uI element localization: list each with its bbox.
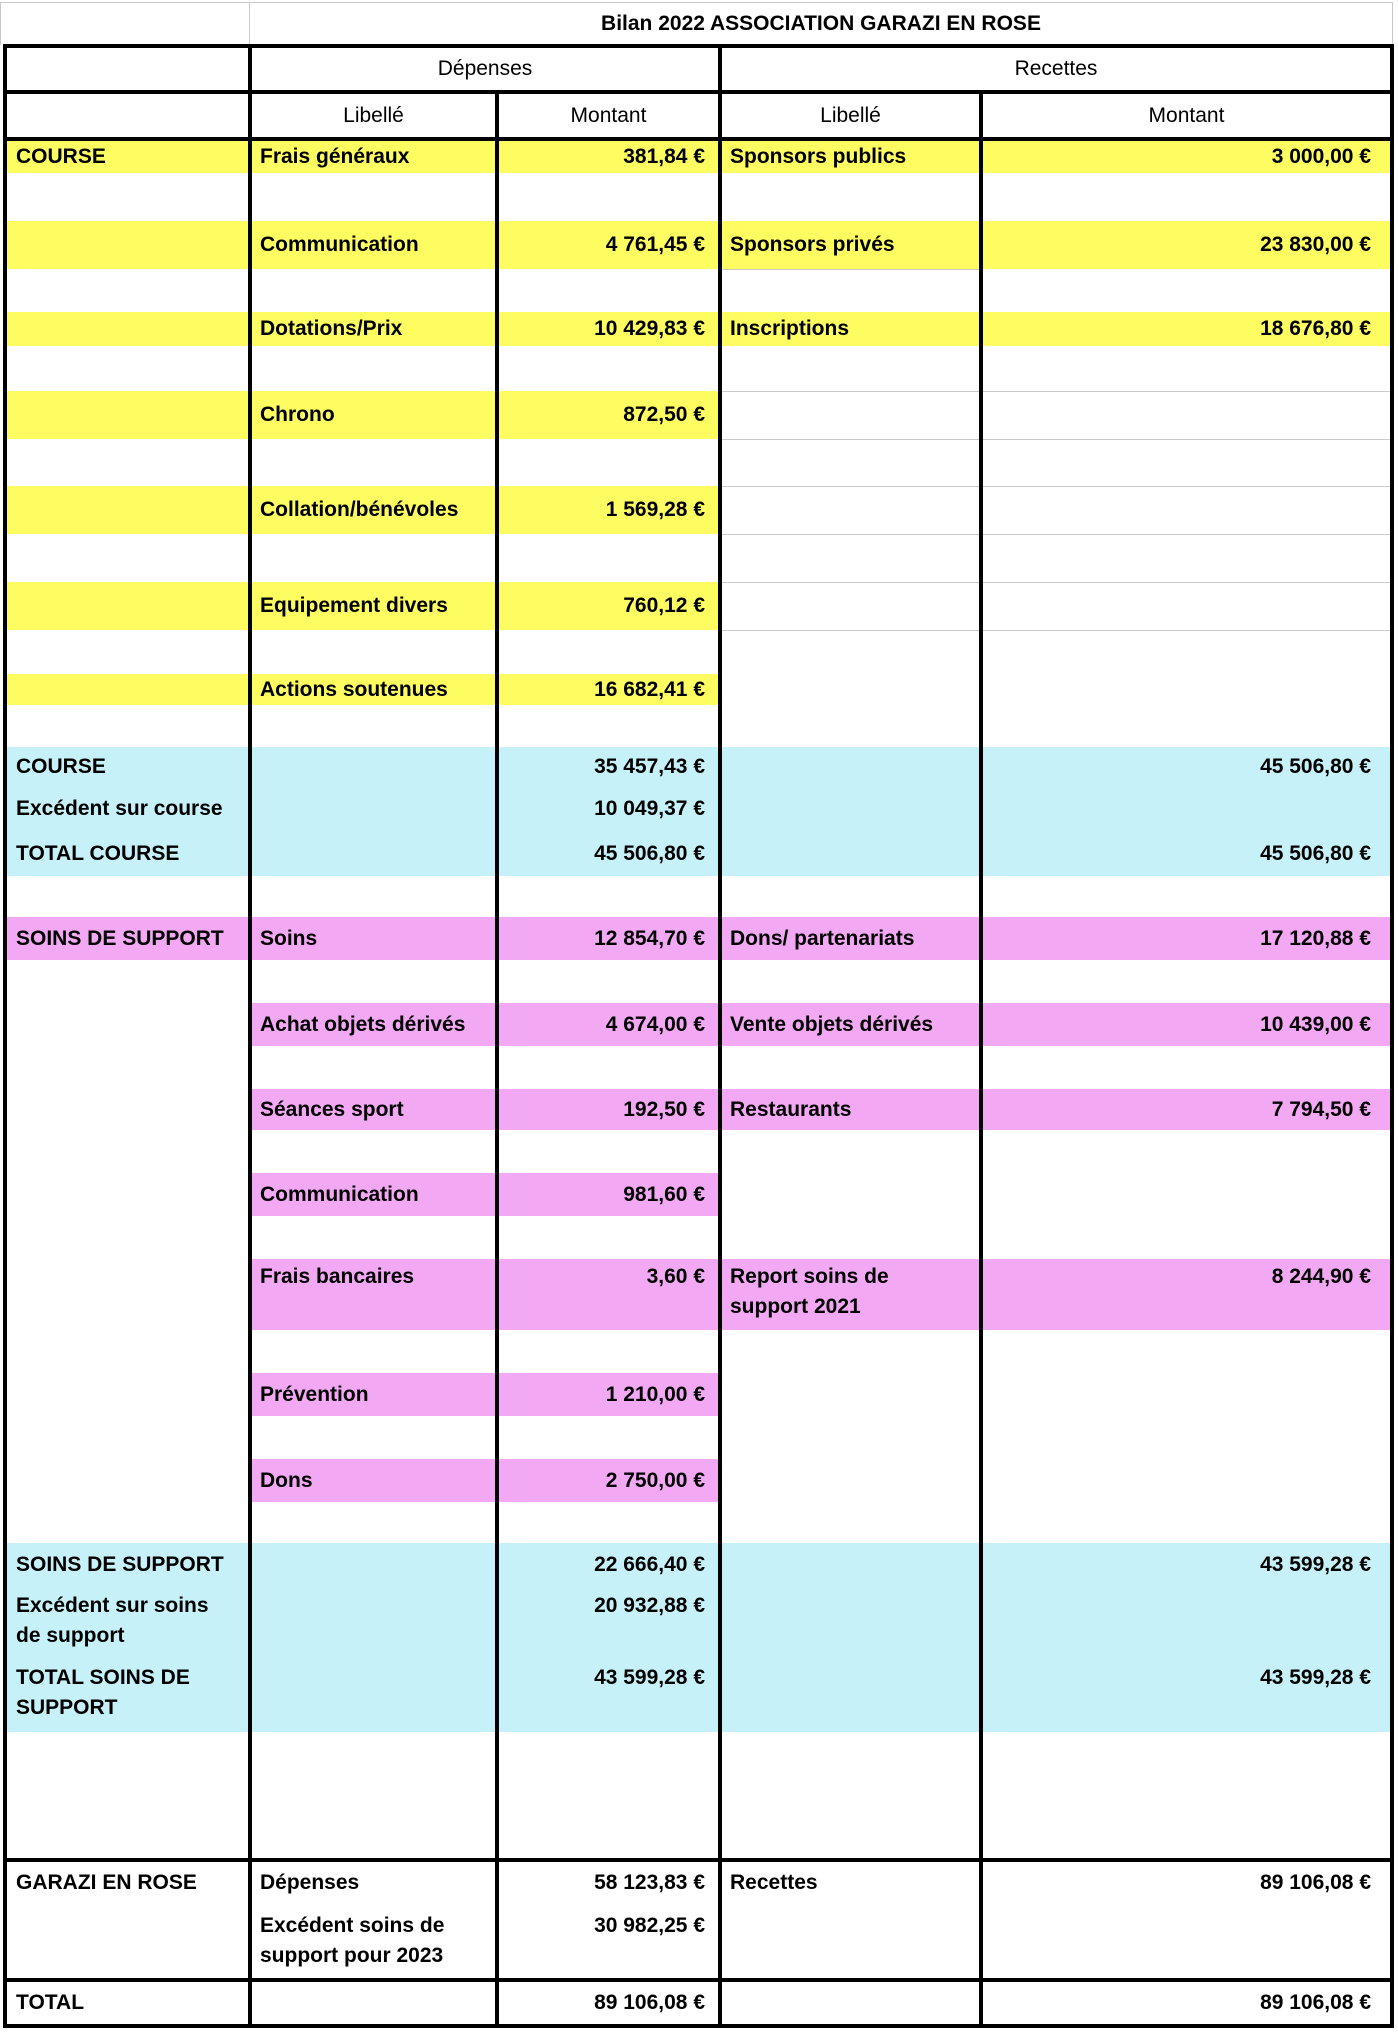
income-amount: 3 000,00 €: [983, 141, 1390, 173]
income-amount: 7 794,50 €: [983, 1089, 1390, 1130]
subtotal-expense-amount: 22 666,40 €: [499, 1543, 718, 1587]
expense-label: Prévention: [252, 1373, 495, 1416]
grid-line: [722, 630, 1390, 631]
expense-label: Frais généraux: [252, 141, 495, 173]
empty-cell: [722, 1587, 979, 1658]
garazi-income-amount: 89 106,08 €: [1260, 1871, 1371, 1894]
grid-line: [979, 90, 983, 2028]
course-row-6: [0, 582, 1398, 630]
expense-label: Dons: [252, 1459, 495, 1502]
income-amount: 8 244,90 €: [983, 1259, 1390, 1330]
grid-line: [3, 1858, 1394, 1862]
total-expense-amount: 45 506,80 €: [499, 831, 718, 876]
grid-line: [722, 439, 1390, 440]
garazi-label: GARAZI EN ROSE: [16, 1871, 197, 1894]
empty-cell: [252, 831, 495, 876]
soins-row-4: [0, 1173, 1398, 1216]
total-label: TOTAL COURSE: [7, 831, 248, 876]
total-expense-amount: 43 599,28 €: [499, 1658, 718, 1732]
subtotal-income-amount: 45 506,80 €: [983, 747, 1390, 787]
header-row-sections: [0, 48, 1398, 90]
expense-amount: 1 569,28 €: [499, 486, 718, 534]
surplus-amount: 10 049,37 €: [499, 787, 718, 831]
empty-cell: [722, 1543, 979, 1587]
subtotal-label: SOINS DE SUPPORT: [7, 1543, 248, 1587]
income-label-cell: [722, 1259, 979, 1330]
header-recettes: Recettes: [1014, 57, 1098, 80]
course-row-4: [0, 391, 1398, 439]
title-row: [0, 4, 1398, 44]
course-surplus-row: [0, 787, 1398, 831]
expense-label: Séances sport: [252, 1089, 495, 1130]
surplus-label-cell: [7, 1587, 248, 1658]
sheet-title: Bilan 2022 ASSOCIATION GARAZI EN ROSE: [601, 12, 1041, 35]
empty-cell: [7, 391, 248, 439]
expense-amount: 381,84 €: [499, 141, 718, 173]
expense-label: Collation/bénévoles: [252, 486, 495, 534]
expense-label: Communication: [252, 1173, 495, 1216]
empty-cell: [983, 1587, 1390, 1658]
income-amount: 10 439,00 €: [983, 1003, 1390, 1046]
grid-line: [1390, 44, 1394, 2028]
grand-total-label: TOTAL: [16, 1991, 85, 2014]
empty-cell: [722, 1658, 979, 1732]
grid-line: [0, 2, 1, 45]
empty-cell: [252, 1658, 495, 1732]
subtotal-expense-amount: 35 457,43 €: [499, 747, 718, 787]
expense-label: Chrono: [252, 391, 495, 439]
soins-row-5: [0, 1259, 1398, 1330]
expense-amount: 981,60 €: [499, 1173, 718, 1216]
expense-label: Equipement divers: [252, 582, 495, 630]
grand-total-income-amount: 89 106,08 €: [1260, 1991, 1371, 2014]
grid-line: [718, 44, 722, 2028]
grid-line: [248, 44, 252, 2028]
grid-line: [722, 582, 1390, 583]
grid-line: [1392, 2, 1393, 45]
expense-amount: 12 854,70 €: [499, 917, 718, 960]
income-amount: 23 830,00 €: [983, 221, 1390, 269]
expense-amount: 4 674,00 €: [499, 1003, 718, 1046]
grid-line: [3, 1978, 1394, 1982]
expense-amount: 192,50 €: [499, 1089, 718, 1130]
soins-total-row: [0, 1658, 1398, 1732]
empty-cell: [252, 1587, 495, 1658]
expense-amount: 10 429,83 €: [499, 312, 718, 346]
garazi-expense-amount: 58 123,83 €: [594, 1871, 705, 1894]
garazi-expense-label: Dépenses: [260, 1871, 360, 1894]
expense-label: Dotations/Prix: [252, 312, 495, 346]
soins-row-3: [0, 1089, 1398, 1130]
surplus-label: Excédent sur course: [7, 787, 248, 831]
income-label: Inscriptions: [722, 312, 979, 346]
empty-cell: [7, 674, 248, 705]
garazi-surplus-row: [0, 1904, 1398, 1978]
empty-cell: [722, 831, 979, 876]
income-label: Dons/ partenariats: [722, 917, 979, 960]
garazi-income-label: Recettes: [730, 1871, 818, 1894]
grand-total-row: [0, 1982, 1398, 2024]
expense-label: Communication: [252, 221, 495, 269]
course-row-5: [0, 486, 1398, 534]
empty-cell: [252, 747, 495, 787]
header-recettes-montant: Montant: [1148, 103, 1225, 127]
expense-amount: 2 750,00 €: [499, 1459, 718, 1502]
income-label: Sponsors publics: [722, 141, 979, 173]
income-label: Vente objets dérivés: [722, 1003, 979, 1046]
grid-line: [3, 44, 1394, 48]
garazi-surplus-label: Excédent soins de support pour 2023: [260, 1914, 445, 1967]
header-depenses-libelle: Libellé: [343, 103, 404, 127]
soins-row-2: [0, 1003, 1398, 1046]
income-label: Report soins de support 2021: [730, 1265, 889, 1318]
garazi-row: [0, 1862, 1398, 1904]
expense-amount: 16 682,41 €: [499, 674, 718, 705]
empty-cell: [7, 221, 248, 269]
grid-line: [249, 2, 250, 45]
expense-amount: 3,60 €: [499, 1259, 718, 1330]
course-total-row: [0, 831, 1398, 876]
course-row-1: [0, 141, 1398, 173]
grid-line: [3, 2024, 1394, 2028]
grid-line: [3, 90, 1394, 94]
subtotal-label: COURSE: [7, 747, 248, 787]
empty-cell: [7, 312, 248, 346]
expense-amount: 1 210,00 €: [499, 1373, 718, 1416]
empty-cell: [252, 787, 495, 831]
total-label: TOTAL SOINS DE SUPPORT: [16, 1666, 190, 1719]
empty-cell: [7, 582, 248, 630]
expense-label: Soins: [252, 917, 495, 960]
surplus-label: Excédent sur soins de support: [16, 1594, 209, 1647]
empty-cell: [7, 486, 248, 534]
soins-row-6: [0, 1373, 1398, 1416]
section-label-soins: SOINS DE SUPPORT: [7, 917, 248, 960]
grid-line: [722, 269, 979, 270]
income-amount: 18 676,80 €: [983, 312, 1390, 346]
grid-line: [3, 137, 1394, 141]
expense-amount: 872,50 €: [499, 391, 718, 439]
income-amount: 17 120,88 €: [983, 917, 1390, 960]
total-income-amount: 45 506,80 €: [983, 831, 1390, 876]
grid-line: [495, 90, 499, 2028]
garazi-surplus-label-cell: [252, 1904, 495, 1978]
section-label-course: COURSE: [7, 141, 248, 173]
soins-row-7: [0, 1459, 1398, 1502]
soins-subtotal-row: [0, 1543, 1398, 1587]
header-depenses-montant: Montant: [570, 103, 647, 127]
expense-label: Achat objets dérivés: [252, 1003, 495, 1046]
header-row-columns: [0, 94, 1398, 137]
soins-row-1: [0, 917, 1398, 960]
empty-cell: [722, 747, 979, 787]
income-label: Restaurants: [722, 1089, 979, 1130]
total-income-amount: 43 599,28 €: [983, 1658, 1390, 1732]
garazi-surplus-amount: 30 982,25 €: [594, 1914, 705, 1937]
soins-surplus-row: [0, 1587, 1398, 1658]
grid-line: [0, 2, 1393, 3]
course-subtotal-row: [0, 747, 1398, 787]
grid-line: [722, 486, 1390, 487]
grid-line: [722, 534, 1390, 535]
subtotal-income-amount: 43 599,28 €: [983, 1543, 1390, 1587]
total-label-cell: [7, 1658, 248, 1732]
grid-line: [722, 391, 1390, 392]
empty-cell: [983, 787, 1390, 831]
expense-amount: 4 761,45 €: [499, 221, 718, 269]
grand-total-expense-amount: 89 106,08 €: [594, 1991, 705, 2014]
course-row-2: [0, 221, 1398, 269]
empty-cell: [252, 1543, 495, 1587]
expense-label: Actions soutenues: [252, 674, 495, 705]
header-depenses: Dépenses: [437, 57, 533, 80]
income-label: Sponsors privés: [722, 221, 979, 269]
expense-label: Frais bancaires: [252, 1259, 495, 1330]
surplus-amount: 20 932,88 €: [499, 1587, 718, 1658]
course-row-7: [0, 674, 1398, 705]
empty-cell: [722, 787, 979, 831]
course-row-3: [0, 312, 1398, 346]
grid-line: [3, 44, 7, 2028]
header-recettes-libelle: Libellé: [820, 103, 881, 127]
expense-amount: 760,12 €: [499, 582, 718, 630]
